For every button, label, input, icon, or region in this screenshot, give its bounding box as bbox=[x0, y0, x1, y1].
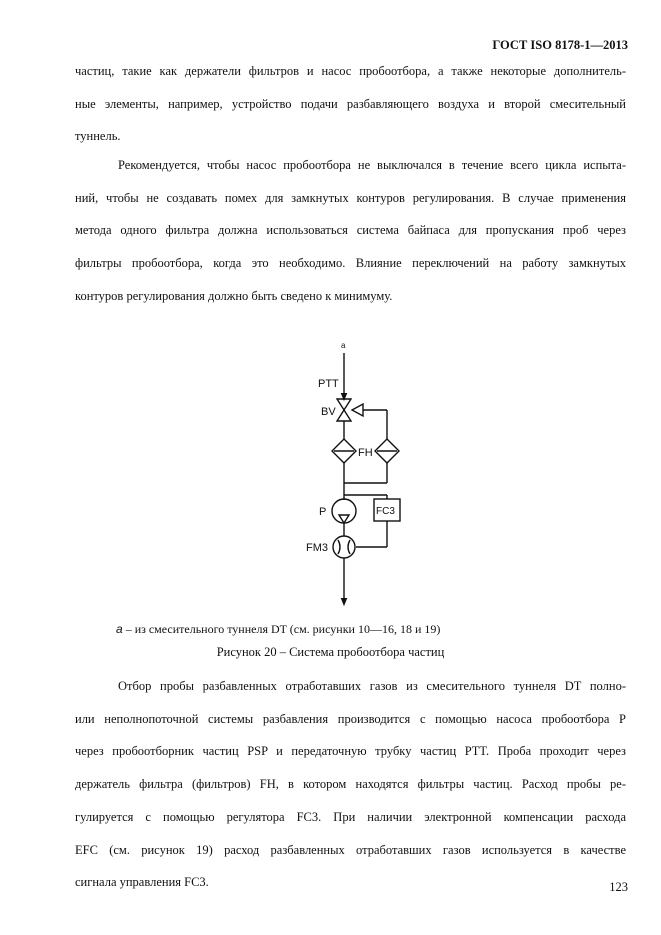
diagram-label-a: a bbox=[341, 341, 346, 350]
text-line: ний, чтобы не создавать помех для замкнутых контуров регулирования. В случае применения bbox=[75, 190, 626, 205]
text-line: EFC (см. рисунок 19) расход разбавленных отработавших газов используется в качестве bbox=[75, 842, 626, 857]
text-line: ные элементы, например, устройство подачи разбавляющего воздуха и второй смесительный bbox=[75, 96, 626, 111]
diagram-label-ptt: PTT bbox=[318, 378, 339, 390]
text-line: Рекомендуется, чтобы насос пробоотбора не выключался в течение всего цикла испыта- bbox=[118, 158, 626, 172]
text-line: метода одного фильтра должна использоваться система байпаса для пропускания проб через bbox=[75, 223, 626, 238]
paragraph-1 bbox=[75, 55, 626, 153]
figure-caption: Рисунок 20 – Система пробоотбора частиц bbox=[216, 645, 445, 659]
valve-side-triangle bbox=[352, 404, 363, 416]
page-number: 123 bbox=[609, 880, 628, 894]
text-line: частиц, такие как держатели фильтров и насос пробоотбора, а также некоторые дополнитель- bbox=[75, 64, 626, 78]
diagram-label-fc3: FC3 bbox=[376, 506, 395, 517]
diagram-label-fh: FH bbox=[358, 447, 373, 459]
flow-meter-arc bbox=[348, 540, 350, 554]
diagram-label-bv: BV bbox=[321, 406, 336, 418]
text-line: гулируется с помощью регулятора FC3. При наличии электронной компенсации расхода bbox=[75, 809, 626, 824]
note-marker: a bbox=[116, 622, 123, 636]
figure-note bbox=[116, 622, 440, 637]
text-line: держатель фильтра (фильтров) FH, в котором находятся фильтры частиц. Расход пробы ре- bbox=[75, 777, 626, 792]
text-line: через пробоотборник частиц PSP и передаточную трубку частиц PTT. Проба проходит через bbox=[75, 744, 626, 759]
text-line: Отбор пробы разбавленных отработавших газов из смесительного туннеля DT полно- bbox=[118, 679, 626, 693]
paragraph-2 bbox=[75, 149, 626, 313]
valve-bottom-triangle bbox=[337, 410, 351, 421]
valve-top-triangle bbox=[337, 399, 351, 410]
text-line: туннель. bbox=[75, 129, 121, 144]
text-line: или неполнопоточной системы разбавления производится с помощью насоса пробоотбора P bbox=[75, 711, 626, 726]
note-text: – из смесительного туннеля DT (см. рисунки 10—16, 18 и 19) bbox=[122, 622, 441, 636]
text-line: фильтры пробоотбора, когда это необходимо. Влияние переключений на работу замкнутых bbox=[75, 256, 626, 271]
document-header: ГОСТ ISO 8178-1—2013 bbox=[492, 38, 628, 52]
diagram-label-p: P bbox=[319, 506, 327, 518]
text-line: контуров регулирования должно быть сведено к минимуму. bbox=[75, 288, 393, 303]
paragraph-3 bbox=[75, 670, 626, 899]
flow-meter-circle bbox=[333, 536, 355, 558]
particulate-sampling-diagram bbox=[290, 335, 420, 610]
text-line: сигнала управления FC3. bbox=[75, 875, 209, 890]
flow-meter-arc bbox=[338, 540, 340, 554]
pump-circle bbox=[332, 499, 356, 523]
diagram-label-fm3: FM3 bbox=[306, 542, 328, 554]
